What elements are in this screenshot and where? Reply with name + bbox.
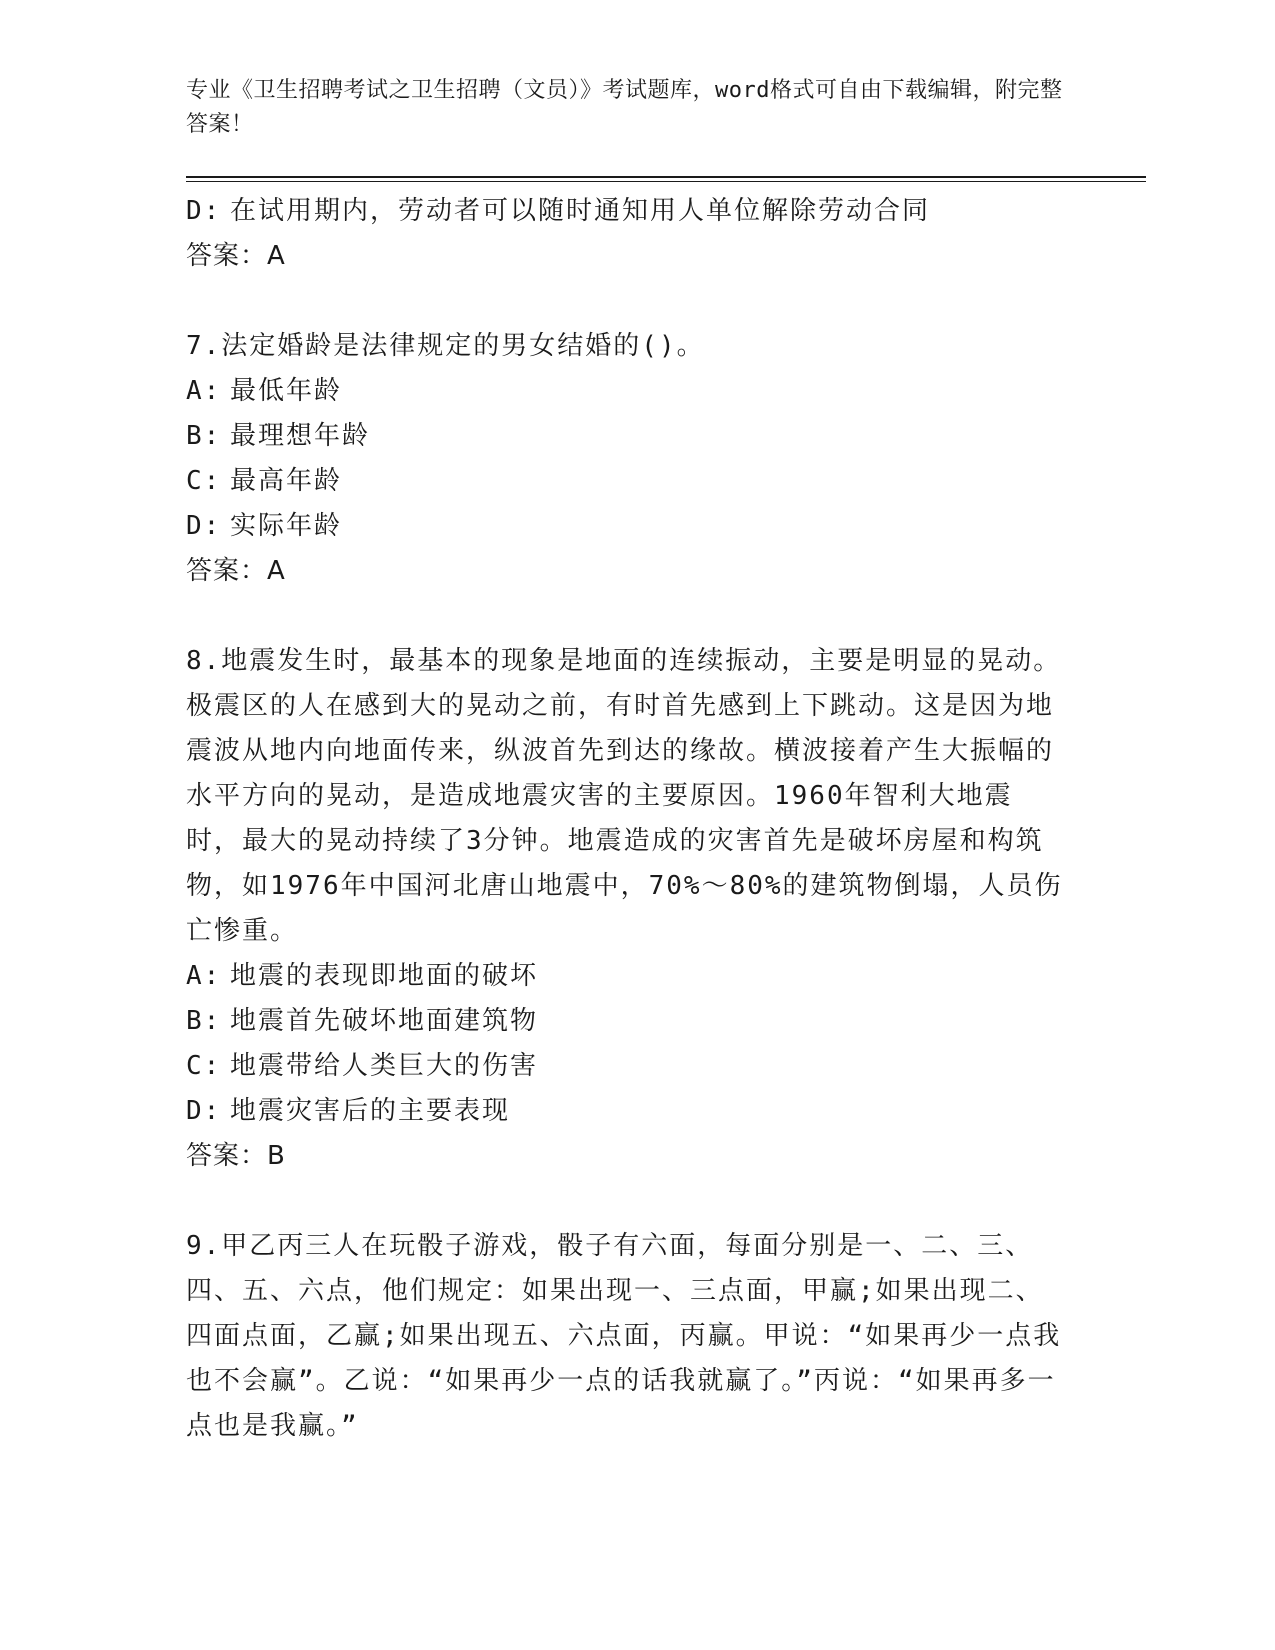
option-label: A:	[186, 961, 222, 991]
option-label: C:	[186, 1051, 222, 1081]
spacer	[186, 279, 1066, 324]
question-8-stem: 8.地震发生时，最基本的现象是地面的连续振动，主要是明显的晃动。极震区的人在感到大的晃动之前，有时首先感到上下跳动。这是因为地震波从地内向地面传来，纵波首先到达的缘故。横波接着产生大振幅的水平方向的晃动，是造成地震灾害的主要原因。1960年智利大地震时，最大的晃动持续了3分钟。地震造成的灾害首先是破坏房屋和构筑物，如1976年中国河北唐山地震中，70%～80%的建筑物倒塌，人员伤亡惨重。	[186, 646, 1063, 946]
spacer	[186, 1179, 1066, 1224]
option-label: D:	[186, 511, 222, 541]
question-8-option-b	[186, 999, 1066, 1044]
option-text: 最理想年龄	[230, 421, 371, 451]
prev-question-option-d	[186, 189, 1066, 234]
option-text: 地震首先破坏地面建筑物	[230, 1006, 539, 1036]
question-8-answer: 答案：B	[186, 1141, 286, 1171]
spacer	[186, 594, 1066, 639]
document-header: 专业《卫生招聘考试之卫生招聘（文员）》考试题库，word格式可自由下载编辑，附完整答案！	[186, 78, 1063, 137]
document-body	[186, 189, 1066, 1449]
option-text: 在试用期内，劳动者可以随时通知用人单位解除劳动合同	[230, 196, 931, 226]
question-8-option-d	[186, 1089, 1066, 1134]
option-label: A:	[186, 376, 222, 406]
header-divider-thin	[186, 181, 1146, 182]
question-9-stem: 9.甲乙丙三人在玩骰子游戏，骰子有六面，每面分别是一、二、三、四、五、六点，他们规定：如果出现一、三点面，甲赢;如果出现二、四面点面，乙赢;如果出现五、六点面，丙赢。甲说：“如果再少一点我也不会赢”。乙说：“如果再少一点的话我就赢了。”丙说：“如果再多一点也是我赢。”	[186, 1231, 1062, 1441]
option-label: C:	[186, 466, 222, 496]
option-label: D:	[186, 1096, 222, 1126]
option-text: 地震灾害后的主要表现	[230, 1096, 511, 1126]
option-label: B:	[186, 421, 222, 451]
option-text: 地震的表现即地面的破坏	[230, 961, 539, 991]
header-divider-thick	[186, 176, 1146, 178]
option-text: 最高年龄	[230, 466, 343, 496]
question-7-option-c	[186, 459, 1066, 504]
option-label: B:	[186, 1006, 222, 1036]
question-7-answer: 答案：A	[186, 556, 286, 586]
question-7-option-d	[186, 504, 1066, 549]
question-7-stem: 7.法定婚龄是法律规定的男女结婚的()。	[186, 331, 705, 361]
question-7-option-b	[186, 414, 1066, 459]
prev-question-answer: 答案：A	[186, 241, 286, 271]
question-8-option-c	[186, 1044, 1066, 1089]
option-text: 最低年龄	[230, 376, 343, 406]
option-label: D:	[186, 196, 222, 226]
question-7-option-a	[186, 369, 1066, 414]
question-8-option-a	[186, 954, 1066, 999]
option-text: 实际年龄	[230, 511, 343, 541]
option-text: 地震带给人类巨大的伤害	[230, 1051, 539, 1081]
